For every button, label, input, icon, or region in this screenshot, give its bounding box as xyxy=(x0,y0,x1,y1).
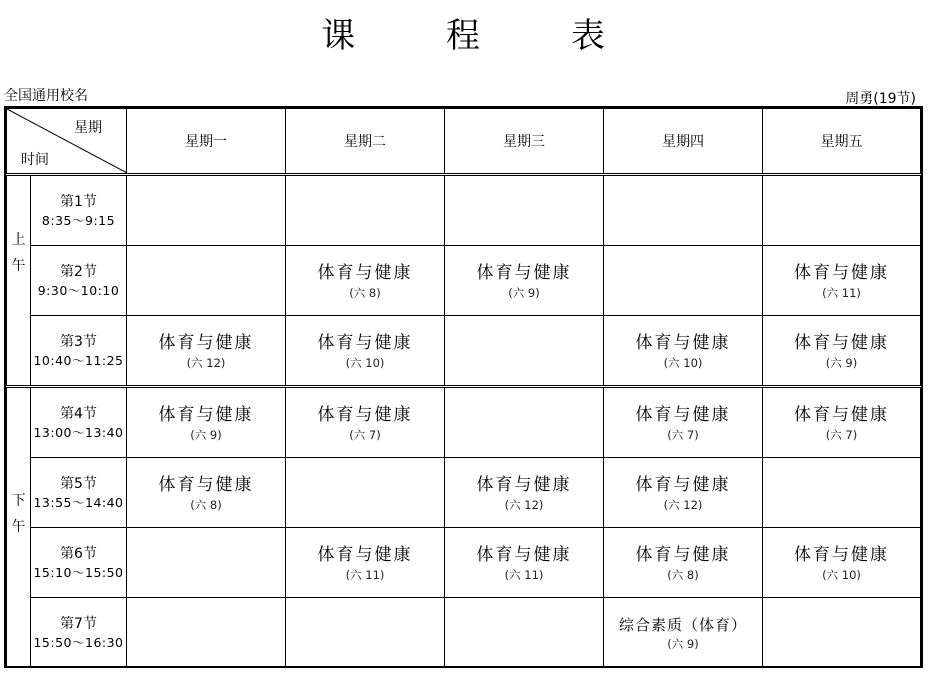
teacher-name: 周勇(19节) xyxy=(845,91,916,107)
lesson-cell-thu[interactable] xyxy=(604,246,763,316)
corner-time-label: 时间 xyxy=(21,152,49,168)
lesson-cell-thu[interactable] xyxy=(604,316,763,387)
period-time: 13:00～13:40 xyxy=(33,424,124,440)
lesson-subject: 体育与健康 xyxy=(794,332,889,353)
morning-char-2: 午 xyxy=(11,257,26,274)
lesson-class: (六 8) xyxy=(349,285,381,300)
lesson-class: (六 12) xyxy=(186,355,226,370)
lesson-subject: 体育与健康 xyxy=(317,544,413,565)
lesson-class: (六 10) xyxy=(822,567,861,582)
lesson-subject: 体育与健康 xyxy=(476,474,572,495)
lesson-class: (六 9) xyxy=(667,636,699,651)
day-header-thu: 星期四 xyxy=(604,109,763,175)
morning-label xyxy=(7,175,31,387)
period-time: 8:35～9:15 xyxy=(41,212,116,228)
period-name: 第2节 xyxy=(60,263,97,280)
lesson-cell-fri[interactable] xyxy=(763,175,921,246)
period-row xyxy=(7,598,921,668)
lesson-cell-wed[interactable] xyxy=(445,387,604,458)
lesson-subject: 体育与健康 xyxy=(794,544,889,565)
lesson-class: (六 11) xyxy=(345,567,385,582)
day-header-tue: 星期二 xyxy=(286,109,445,175)
day-header-wed: 星期三 xyxy=(445,109,604,175)
lesson-subject: 体育与健康 xyxy=(476,544,572,565)
period-name: 第4节 xyxy=(60,405,97,422)
lesson-cell-mon[interactable] xyxy=(127,458,286,528)
period-name: 第1节 xyxy=(60,193,97,210)
lesson-subject: 体育与健康 xyxy=(158,404,254,425)
period-name: 第7节 xyxy=(60,615,97,632)
lesson-class: (六 12) xyxy=(663,497,703,512)
afternoon-char-1: 下 xyxy=(11,492,26,509)
lesson-cell-tue[interactable] xyxy=(286,528,445,598)
period-time: 15:10～15:50 xyxy=(33,564,124,580)
period-label xyxy=(31,598,127,668)
lesson-class: (六 10) xyxy=(663,355,703,370)
lesson-subject: 体育与健康 xyxy=(317,404,413,425)
period-time: 10:40～11:25 xyxy=(33,352,124,368)
lesson-subject: 综合素质（体育） xyxy=(618,615,747,634)
lesson-subject: 体育与健康 xyxy=(635,544,731,565)
period-label xyxy=(31,458,127,528)
lesson-subject: 体育与健康 xyxy=(635,332,731,353)
period-row xyxy=(7,387,921,458)
lesson-subject: 体育与健康 xyxy=(635,474,731,495)
period-time: 9:30～10:10 xyxy=(37,282,120,298)
lesson-class: (六 12) xyxy=(504,497,544,512)
corner-day-label: 星期 xyxy=(74,120,102,136)
lesson-cell-tue[interactable] xyxy=(286,175,445,246)
lesson-class: (六 11) xyxy=(822,285,861,300)
period-row xyxy=(7,458,921,528)
day-header-mon: 星期一 xyxy=(127,109,286,175)
lesson-subject: 体育与健康 xyxy=(635,404,731,425)
header-row xyxy=(7,109,921,175)
lesson-class: (六 7) xyxy=(667,427,699,442)
lesson-cell-wed[interactable] xyxy=(445,175,604,246)
lesson-class: (六 7) xyxy=(349,427,381,442)
period-label xyxy=(31,528,127,598)
lesson-cell-mon[interactable] xyxy=(127,175,286,246)
lesson-cell-tue[interactable] xyxy=(286,316,445,387)
lesson-cell-mon[interactable] xyxy=(127,246,286,316)
school-name: 全国通用校名 xyxy=(4,88,88,104)
lesson-cell-fri[interactable] xyxy=(763,387,921,458)
page-title xyxy=(0,8,928,57)
period-row xyxy=(7,246,921,316)
lesson-cell-wed[interactable] xyxy=(445,528,604,598)
afternoon-label xyxy=(7,387,31,668)
lesson-subject: 体育与健康 xyxy=(317,262,413,283)
morning-char-1: 上 xyxy=(11,231,26,248)
lesson-cell-fri[interactable] xyxy=(763,528,921,598)
title-char-3: 表 xyxy=(570,16,607,56)
lesson-subject: 体育与健康 xyxy=(794,404,889,425)
period-label xyxy=(31,246,127,316)
timetable xyxy=(6,108,921,668)
afternoon-char-2: 午 xyxy=(11,518,26,535)
lesson-class: (六 9) xyxy=(190,427,222,442)
lesson-cell-tue[interactable] xyxy=(286,246,445,316)
lesson-subject: 体育与健康 xyxy=(158,332,254,353)
lesson-class: (六 9) xyxy=(508,285,540,300)
lesson-cell-thu[interactable] xyxy=(604,598,763,668)
period-time: 13:55～14:40 xyxy=(33,494,124,510)
lesson-cell-thu[interactable] xyxy=(604,175,763,246)
lesson-cell-wed[interactable] xyxy=(445,246,604,316)
lesson-cell-fri[interactable] xyxy=(763,598,921,668)
lesson-subject: 体育与健康 xyxy=(794,262,889,283)
period-time: 15:50～16:30 xyxy=(33,634,124,650)
lesson-cell-wed[interactable] xyxy=(445,598,604,668)
lesson-cell-mon[interactable] xyxy=(127,598,286,668)
period-label xyxy=(31,316,127,387)
lesson-cell-wed[interactable] xyxy=(445,458,604,528)
lesson-cell-mon[interactable] xyxy=(127,528,286,598)
period-name: 第3节 xyxy=(60,333,97,350)
lesson-cell-mon[interactable] xyxy=(127,316,286,387)
period-label xyxy=(31,175,127,246)
lesson-cell-tue[interactable] xyxy=(286,387,445,458)
lesson-cell-tue[interactable] xyxy=(286,598,445,668)
day-header-fri: 星期五 xyxy=(763,109,921,175)
title-char-2: 程 xyxy=(446,16,482,56)
period-label xyxy=(31,387,127,458)
lesson-cell-thu[interactable] xyxy=(604,528,763,598)
period-row xyxy=(7,316,921,387)
lesson-subject: 体育与健康 xyxy=(476,262,572,283)
lesson-class: (六 8) xyxy=(667,567,699,582)
lesson-class: (六 10) xyxy=(345,355,385,370)
lesson-cell-thu[interactable] xyxy=(604,458,763,528)
lesson-cell-fri[interactable] xyxy=(763,316,921,387)
period-name: 第5节 xyxy=(60,475,97,492)
lesson-cell-wed[interactable] xyxy=(445,316,604,387)
period-row xyxy=(7,528,921,598)
lesson-class: (六 7) xyxy=(825,427,858,442)
period-row xyxy=(7,175,921,246)
lesson-cell-fri[interactable] xyxy=(763,246,921,316)
corner-header xyxy=(7,109,127,175)
lesson-class: (六 9) xyxy=(825,355,858,370)
lesson-cell-tue[interactable] xyxy=(286,458,445,528)
lesson-subject: 体育与健康 xyxy=(317,332,413,353)
lesson-cell-thu[interactable] xyxy=(604,387,763,458)
lesson-cell-fri[interactable] xyxy=(763,458,921,528)
lesson-subject: 体育与健康 xyxy=(158,474,254,495)
title-char-1: 课 xyxy=(321,16,358,56)
period-name: 第6节 xyxy=(60,545,97,562)
lesson-cell-mon[interactable] xyxy=(127,387,286,458)
lesson-class: (六 11) xyxy=(504,567,544,582)
lesson-class: (六 8) xyxy=(190,497,222,512)
